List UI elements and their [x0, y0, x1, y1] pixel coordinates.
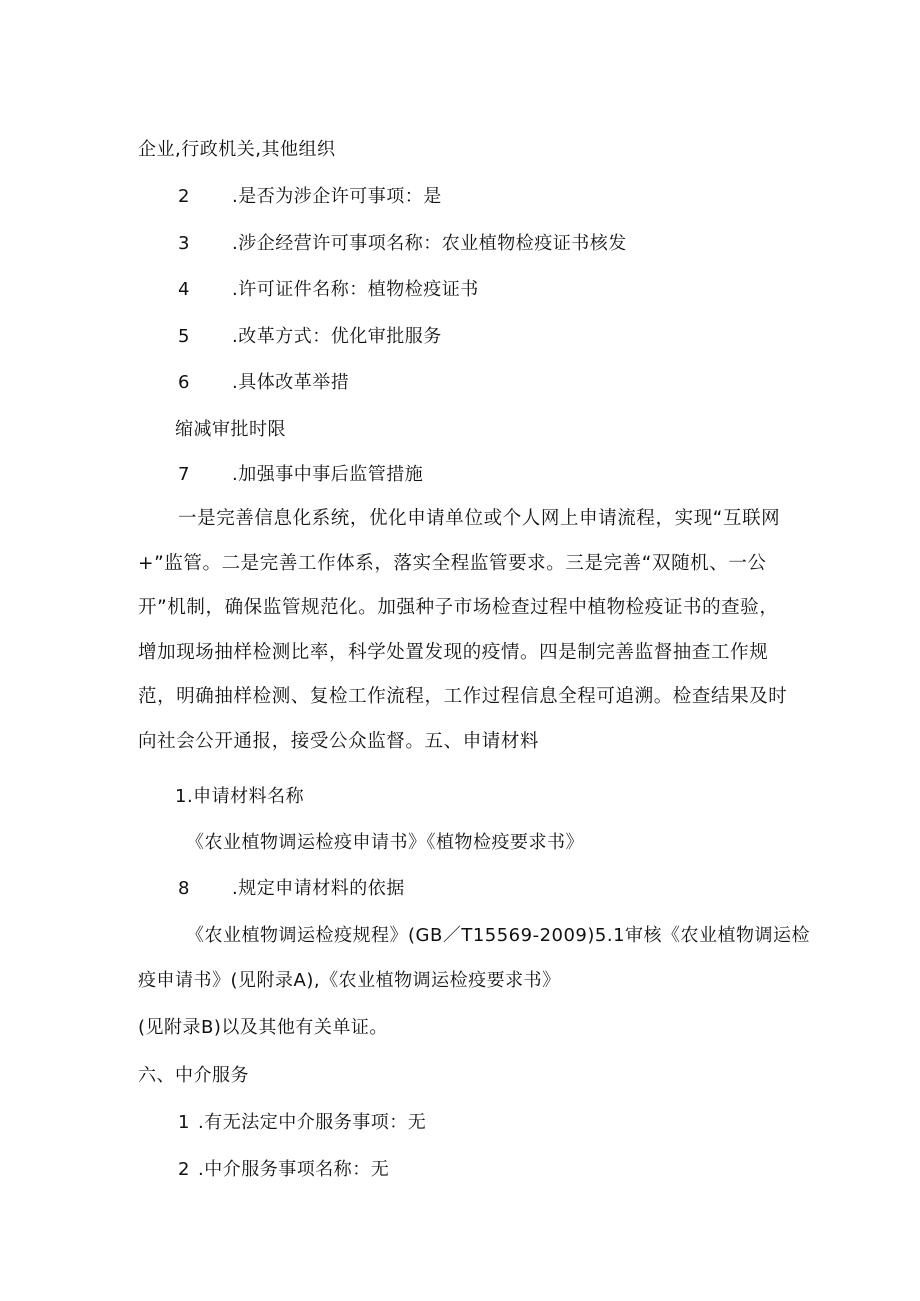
item-text: .许可证件名称：植物检疫证书: [232, 279, 479, 300]
item-number: 1: [178, 1112, 190, 1133]
item-text: .规定申请材料的依据: [232, 878, 405, 899]
item-text: .加强事中事后监管措施: [232, 464, 424, 485]
item-text: .是否为涉企许可事项：是: [232, 186, 442, 207]
item-number: 4: [178, 279, 190, 300]
applicant-types: 企业,行政机关,其他组织: [138, 139, 336, 160]
item-number: 7: [178, 464, 190, 485]
item-number: 3: [178, 233, 190, 254]
item-number: 5: [178, 326, 190, 347]
item-text: .改革方式：优化审批服务: [232, 326, 442, 347]
item-number: 2: [178, 186, 190, 207]
item-text: .具体改革举措: [232, 372, 350, 393]
materials-names: 《农业植物调运检疫申请书》《植物检疫要求书》: [186, 832, 584, 853]
item-text: .有无法定中介服务事项：无: [198, 1112, 427, 1133]
item-number: 2: [178, 1159, 190, 1180]
item-text: .涉企经营许可事项名称：农业植物检疫证书核发: [232, 233, 627, 254]
basis-line-2: 疫申请书》(见附录A),《农业植物调运检疫要求书》: [138, 970, 561, 991]
basis-line-3: (见附录B)以及其他有关单证。: [138, 1017, 388, 1038]
section-heading: 六、中介服务: [138, 1065, 249, 1086]
item-text: .中介服务事项名称：无: [198, 1159, 390, 1180]
basis-line-1: 《农业植物调运检疫规程》(GB／T15569-2009)5.1审核《农业植物调运检: [186, 925, 811, 946]
item-number: 8: [178, 878, 190, 899]
materials-heading: 1.申请材料名称: [175, 786, 305, 807]
item-number: 6: [178, 372, 190, 393]
reform-measure: 缩减审批时限: [175, 419, 286, 440]
supervision-paragraph: 一是完善信息化系统，优化申请单位或个人网上申请流程，实现“互联网+”监管。二是完善工作体系，落实全程监管要求。三是完善“双随机、一公开”机制，确保监管规范化。加强种子市场检查过程中植物检疫证书的查验，增加现场抽样检测比率，科学处置发现的疫情。四是制完善监督抽查工作规范，明确抽样检测、复检工作流程，工作过程信息全程可追溯。检查结果及时向社会公开通报，接受公众监督。五、申请材料: [138, 508, 788, 752]
